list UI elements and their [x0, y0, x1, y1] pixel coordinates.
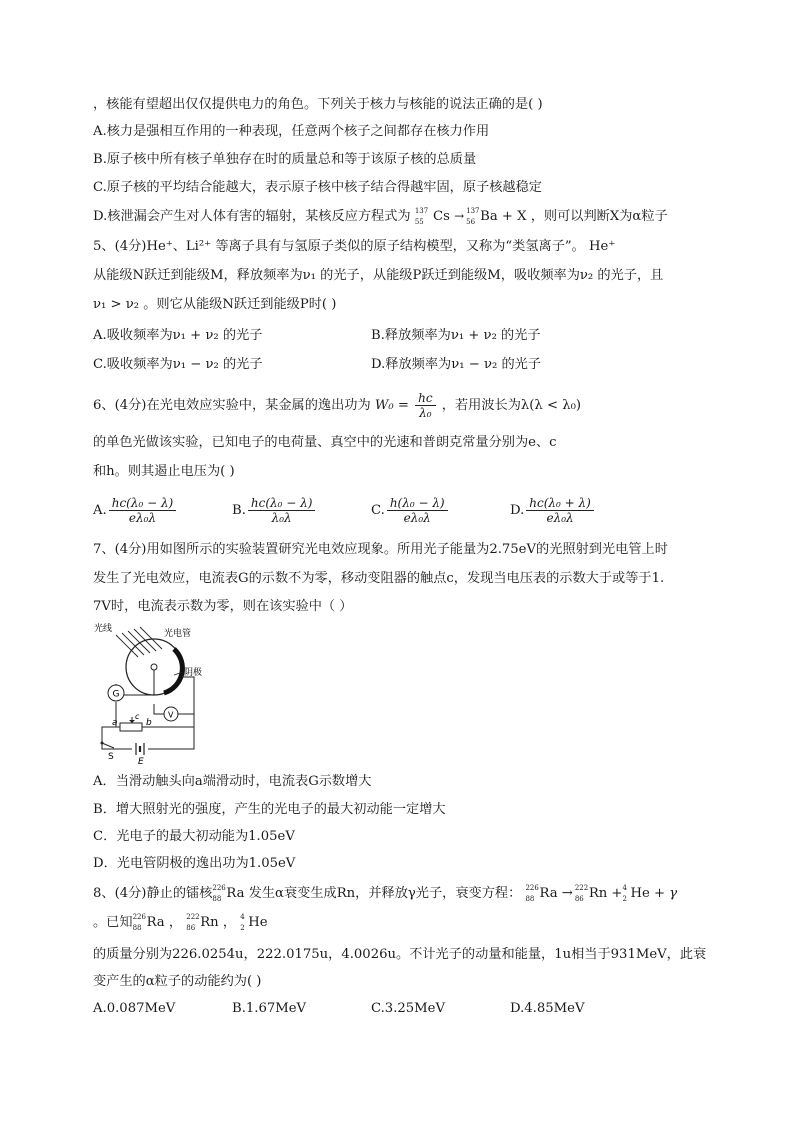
q8-option-d: D.4.85MeV: [510, 1001, 585, 1016]
q4-equation: Cs → 137 56 Ba + X: [433, 206, 527, 226]
q5-stem-line1: 5、(4分)He⁺、Li²⁺ 等离子具有与氢原子类似的原子结构模型，又称为“类氢离子”。 He⁺: [93, 239, 616, 254]
q5-option-d: D.释放频率为ν₁ − ν₂ 的光子: [371, 357, 542, 372]
q7-option-b: B．增大照射光的强度，产生的光电子的最大初动能一定增大: [93, 802, 446, 817]
q5-stem-line2: 从能级N跃迁到能级M，释放频率为ν₁ 的光子，从能级P跃迁到能级M，吸收频率为ν₂ 的光子，且: [93, 268, 664, 283]
terminal-b-label: b: [146, 718, 152, 728]
q8-option-b: B.1.67MeV: [232, 1001, 307, 1016]
work-function-fraction: $\frac{hc}{\text{λ₀}}$: [415, 391, 435, 420]
q8-stem-line4: 变产生的α粒子的动能约为( ): [93, 974, 262, 989]
q8-option-c: C.3.25MeV: [371, 1001, 446, 1016]
q6-stem-line1: 6、(4分)在光电效应实验中，某金属的逸出功为 W₀ = $\frac{hc}{\text{λ₀}}$ ，若用波长为λ(λ < λ₀): [93, 391, 582, 420]
q4-option-c: C.原子核的平均结合能越大，表示原子核中核子结合得越牢固，原子核越稳定: [93, 180, 542, 195]
q7-stem-line2: 发生了光电效应，电流表G的示数不为零，移动变阻器的触点c，发现当电压表的示数大于或等于1.: [93, 571, 665, 586]
q8-option-a: A.0.087MeV: [93, 1001, 176, 1016]
q4-option-d: [93, 207, 668, 226]
tube-label: 光电管: [164, 629, 192, 639]
q4-option-a: A.核力是强相互作用的一种表现，任意两个核子之间都存在核力作用: [93, 124, 490, 139]
q6-stem-line3: 和h。则其遏止电压为( ): [93, 464, 235, 479]
q6-stem-line2: 的单色光做该实验，已知电子的电荷量、真空中的光速和普朗克常量分别为e、c: [93, 435, 557, 450]
anode: [151, 664, 157, 670]
q6-option-c: C. $\frac{\text{h(λ₀ − λ)}}{\text{eλ₀λ}}$: [371, 494, 450, 528]
voltmeter-label: V: [168, 710, 174, 720]
switch: [102, 743, 114, 748]
q7-stem-line3: 7V时，电流表示数为零，则在该实验中（ ）: [93, 599, 353, 614]
q7-option-a: A．当滑动触头向a端滑动时，电流表G示数增大: [93, 774, 372, 789]
q7-stem-line1: 7、(4分)用如图所示的实验装置研究光电效应现象。所用光子能量为2.75eV的光照射到光电管上时: [93, 542, 668, 557]
light-rays: [116, 627, 162, 657]
q5-option-b: B.释放频率为ν₁ + ν₂ 的光子: [371, 328, 541, 343]
decay-equation: 226 88 Ra → 222 86 Rn + 4 2 He + γ: [525, 883, 678, 903]
cs-nuclide: 137 55: [414, 206, 429, 226]
galvanometer-label: G: [112, 689, 120, 700]
q8-stem-line2: 。已知 226 88 Ra ， 222 86 Rn ， 4 2 He: [93, 912, 268, 932]
q6-option-b: B. $\frac{\text{hc(λ₀ − λ)}}{\text{λ₀λ}}$: [232, 494, 317, 528]
q4-option-b: B.原子核中所有核子单独存在时的质量总和等于该原子核的总质量: [93, 152, 477, 167]
cathode: [164, 649, 182, 693]
q4-option-d-text: D.核泄漏会产生对人体有害的辐射，某核反应方程式为: [93, 209, 411, 224]
q8-stem-line3: 的质量分别为226.0254u，222.0175u，4.0026u。不计光子的动量和能量，1u相当于931MeV，此衰: [93, 947, 707, 962]
cathode-label: 阴极: [184, 668, 203, 678]
q5-stem-line3: ν₁ > ν₂ 。则它从能级N跃迁到能级P时( ): [93, 297, 337, 312]
terminal-a-label: a: [112, 718, 118, 728]
q5-option-a: A.吸收频率为ν₁ + ν₂ 的光子: [93, 328, 263, 343]
switch-label: S: [108, 752, 114, 762]
work-function-symbol: W₀ =: [374, 398, 409, 413]
battery-label: E: [138, 757, 144, 764]
q7-option-c: C．光电子的最大初动能为1.05eV: [93, 829, 295, 844]
q8-stem-line1: 8、(4分)静止的镭核 226 88 Ra 发生α衰变生成Rn，并释放γ光子，衰变方程： 226 88 Ra → 222 86 Rn + 4 2 He + γ: [93, 883, 678, 903]
q6-option-d: D. $\frac{\text{hc(λ₀ + λ)}}{\text{eλ₀λ}}$: [510, 494, 596, 528]
q4-stem: ，核能有望超出仅仅提供电力的角色。下列关于核力与核能的说法正确的是( ): [93, 97, 543, 112]
light-label: 光线: [94, 624, 113, 634]
rheostat: [120, 723, 142, 731]
q6-option-a: A. $\frac{\text{hc(λ₀ − λ)}}{\text{eλ₀λ}}$: [93, 494, 178, 528]
q4-option-d-tail: ，则可以判断X为α粒子: [530, 209, 668, 224]
q5-option-c: C.吸收频率为ν₁ − ν₂ 的光子: [93, 357, 263, 372]
q7-option-d: D．光电管阴极的逸出功为1.05eV: [93, 856, 296, 871]
contact-c-label: c: [135, 712, 140, 721]
photoelectric-circuit-figure: [92, 619, 212, 764]
